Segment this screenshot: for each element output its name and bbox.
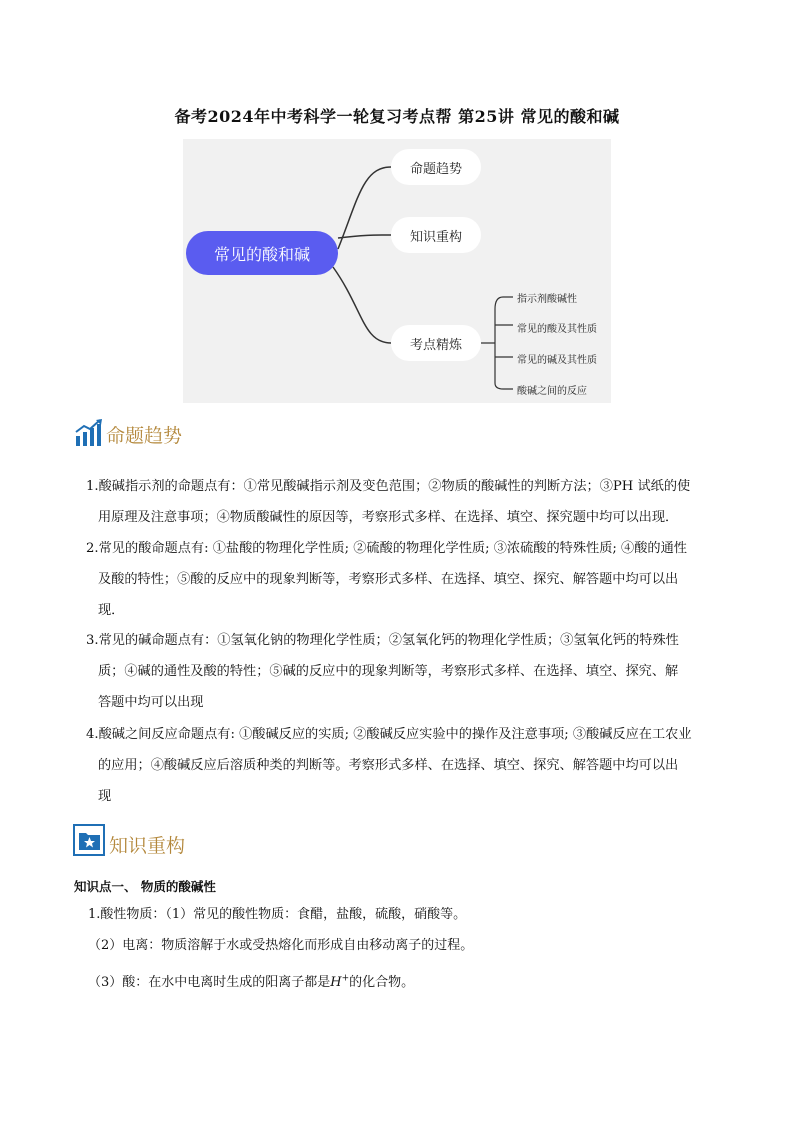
knowledge-item-text: 的化合物。 [349,975,415,990]
connector-root-branch2 [338,235,391,238]
section-heading-knowledge [73,824,185,858]
trend-paragraph [86,533,722,626]
knowledge-item-text: （3）酸：在水中电离时生成的阳离子都是 [88,975,331,990]
trend-paragraph [86,625,722,718]
mind-map-leaf: 酸碱之间的反应 [517,386,587,397]
knowledge-point-title: 知识点一、 物质的酸碱性 [74,879,216,894]
section-heading-trend [74,418,182,448]
paragraph-line: 的应用；④酸碱反应后溶质种类的判断等。考察形式多样、在选择、填空、探究、解答题中均可以出 [98,758,679,773]
page-title: 备考2024年中考科学一轮复习考点帮 第25讲 常见的酸和碱 [174,107,620,126]
paragraph-line: 现． [98,603,125,618]
mind-map-branch: 命题趋势 [391,149,481,185]
paragraph-line: 答题中均可以出现 [98,695,204,710]
paragraph-line: 用原理及注意事项；④物质酸碱性的原因等，考察形式多样、在选择、填空、探究题中均可以出现． [98,510,679,525]
paragraph-line: 3.常见的碱命题点有：①氢氧化钠的物理化学性质；②氢氧化钙的物理化学性质；③氢氧化钙的特殊性 [86,633,679,648]
trend-paragraph [86,719,722,812]
ion-charge: + [341,973,350,984]
mind-map-leaf: 指示剂酸碱性 [517,294,577,305]
bar-chart-icon [74,418,104,448]
mind-map-branch: 考点精炼 [391,325,481,361]
mind-map-leaf: 常见的酸及其性质 [517,324,597,335]
knowledge-item: （2）电离：物质溶解于水或受热熔化而形成自由移动离子的过程。 [88,938,474,953]
section-heading-text: 知识重构 [109,835,186,857]
connector-root-branch3 [333,267,391,343]
folder-star-icon [73,824,107,858]
paragraph-line: 4.酸碱之间反应命题点有: ①酸碱反应的实质; ②酸碱反应实验中的操作及注意事项; ③酸碱反应在工农业 [86,727,692,742]
knowledge-item [88,971,414,990]
paragraph-line: 及酸的特性；⑤酸的反应中的现象判断等，考察形式多样、在选择、填空、探究、解答题中均可以出 [98,572,679,587]
paragraph-line: 质；④碱的通性及酸的特性；⑤碱的反应中的现象判断等，考察形式多样、在选择、填空、探究、解 [98,664,679,679]
paragraph-line: 现 [98,789,112,804]
knowledge-item: 1.酸性物质：（1）常见的酸性物质：食醋，盐酸，硫酸，硝酸等。 [88,907,467,922]
trend-paragraph [86,471,722,533]
mind-map-branch: 知识重构 [391,217,481,253]
paragraph-line: 1.酸碱指示剂的命题点有：①常见酸碱指示剂及变色范围；②物质的酸碱性的判断方法；③PH 试纸的使 [86,479,691,494]
mind-map-root: 常见的酸和碱 [186,231,338,275]
connector-branch3-leaves [481,297,513,389]
section-heading-text: 命题趋势 [106,425,183,447]
hydrogen-ion-symbol: H [330,975,342,990]
paragraph-line: 2.常见的酸命题点有: ①盐酸的物理化学性质; ②硫酸的物理化学性质; ③浓硫酸的特殊性质; ④酸的通性 [86,541,687,556]
mind-map [183,139,611,403]
mind-map-leaf: 常见的碱及其性质 [517,355,597,366]
